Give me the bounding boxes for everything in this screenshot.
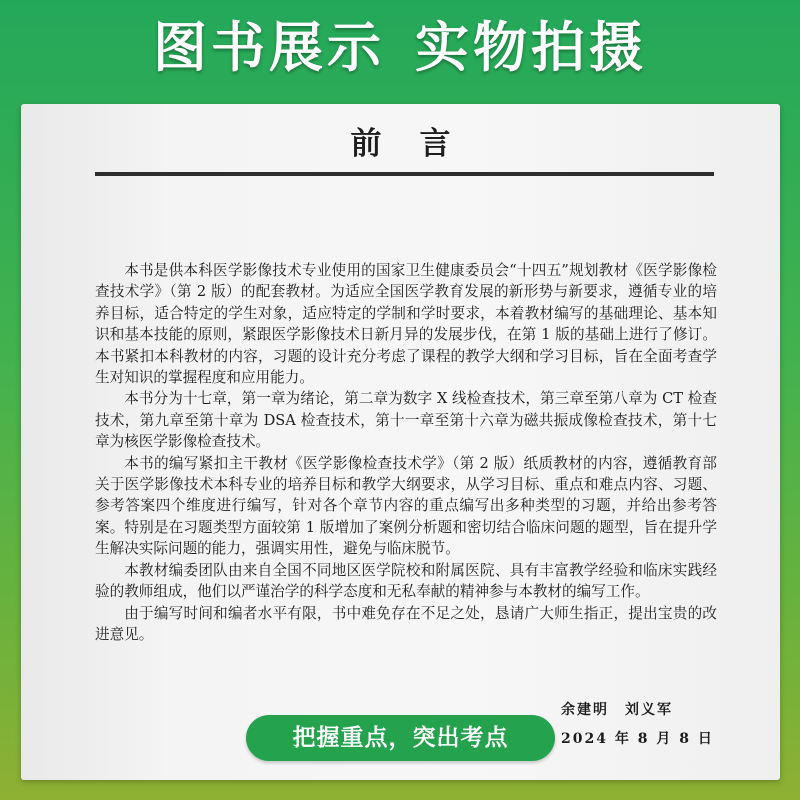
title-divider bbox=[95, 172, 714, 176]
book-page bbox=[21, 104, 780, 780]
author-signature: 余建明 刘义军 bbox=[561, 702, 673, 718]
paragraph: 本教材编委团队由来自全国不同地区医学院校和附属医院、具有丰富教学经验和临床实践经验的教师组成，他们以严谨治学的科学态度和无私奉献的精神参与本教材的编写工作。 bbox=[95, 561, 717, 601]
page-title: 前言 bbox=[350, 126, 489, 162]
paragraph: 本书的编写紧扣主干教材《医学影像检查技术学》（第 2 版）纸质教材的内容，遵循教育部关于医学影像技术本科专业的培养目标和教学大纲要求，从学习目标、重点和难点内容、习题、参考答案四个维度进行编写，针对各个章节内容的重点编写出多种类型的习题，并给出参考答案。特别是在习题类型方面较第 1 版增加了案例分析题和密切结合临床问题的题型，旨在提升学生解决实际问题的能力，强调实用性，避免与临床脱节。 bbox=[95, 454, 717, 558]
banner-title bbox=[0, 8, 800, 88]
preface-date: 2024 年 8 月 8 日 bbox=[561, 731, 714, 747]
preface-body bbox=[95, 260, 717, 645]
paragraph: 本书是供本科医学影像技术专业使用的国家卫生健康委员会“十四五”规划教材《医学影像检查技术学》（第 2 版）的配套教材。为适应全国医学教育发展的新形势与新要求，遵循专业的培养目标，适合特定的学生对象，适应特定的学制和学时要求，本着教材编写的基础理论、基本知识和基本技能的原则，紧跟医学影像技术日新月异的发展步伐，在第 1 版的基础上进行了修订。本书紧扣本科教材的内容，习题的设计充分考虑了课程的教学大纲和学习目标，旨在全面考查学生对知识的掌握程度和应用能力。 bbox=[95, 262, 717, 387]
highlight-badge: 把握重点，突出考点 bbox=[246, 715, 555, 761]
paragraph: 本书分为十七章，第一章为绪论，第二章为数字 X 线检查技术，第三章至第八章为 CT 检查技术，第九章至第十章为 DSA 检查技术，第十一章至第十六章为磁共振成像检查技术，第十七章为核医学影像检查技术。 bbox=[95, 390, 717, 451]
paragraph: 由于编写时间和编者水平有限，书中难免存在不足之处，恳请广大师生指正，提出宝贵的改进意见。 bbox=[95, 604, 717, 643]
banner-title-left: 图书展示 bbox=[153, 16, 385, 79]
banner-title-right: 实物拍摄 bbox=[415, 16, 647, 79]
